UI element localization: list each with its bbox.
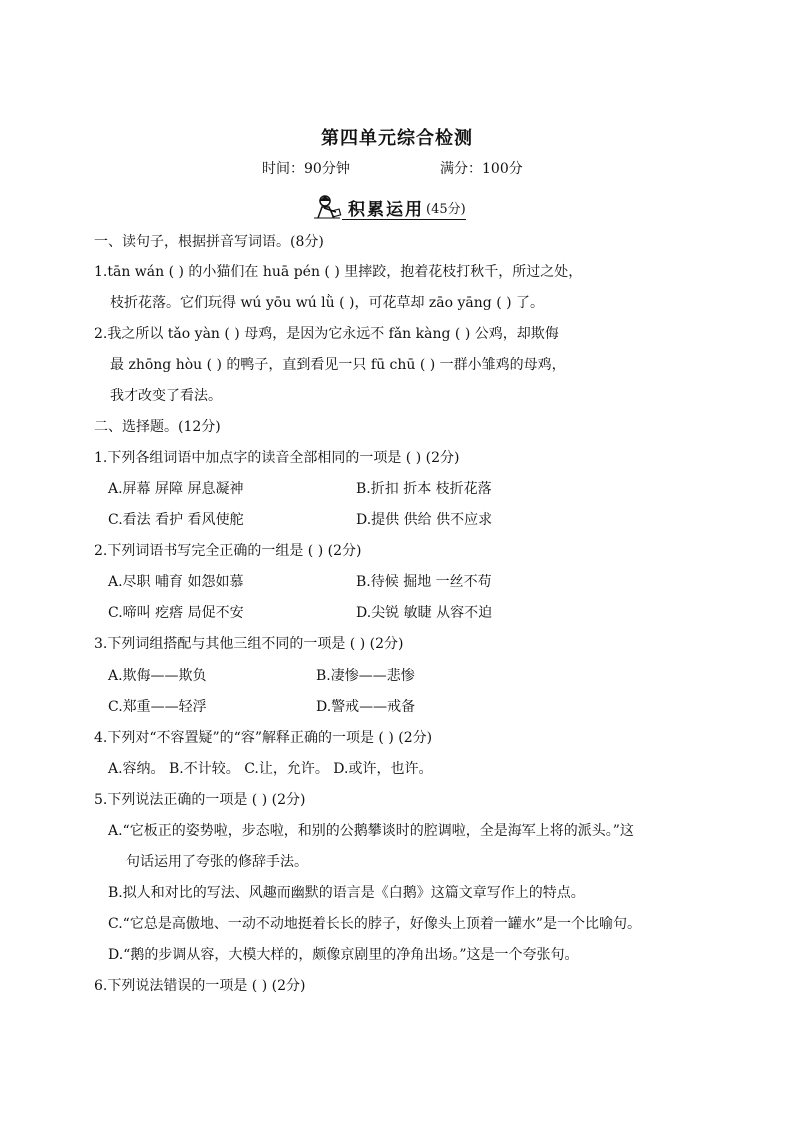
- q2-2-option-d: D.尖锐 敏睫 从容不迫: [356, 605, 493, 621]
- q2-5-option-a-cont: 句话运用了夸张的修辞手法。: [126, 854, 308, 870]
- q1-line4: 最 zhōng hòu ( ) 的鸭子，直到看见一只 fū chū ( ) 一群小雏鸡的母鸡，: [110, 357, 566, 373]
- q2-4-options: A.容纳。 B.不计较。 C.让，允许。 D.或许，也许。: [108, 761, 433, 777]
- q1-heading: 一、读句子，根据拼音写词语。(8分): [94, 234, 324, 250]
- q2-3-stem: 3.下列词组搭配与其他三组不同的一项是 ( ) (2分): [94, 636, 404, 652]
- q2-5-option-a: A.“它板正的姿势啦，步态啦，和别的公鹅攀谈时的腔调啦，全是海军上将的派头。”这: [108, 823, 634, 839]
- student-icon: [312, 194, 342, 220]
- q1-line5: 我才改变了看法。: [110, 388, 222, 404]
- q2-1-option-d: D.提供 供给 供不应求: [356, 512, 493, 528]
- section-label: 积累运用: [348, 199, 424, 220]
- q1-line3: 2.我之所以 tǎo yàn ( ) 母鸡，是因为它永远不 fǎn kàng ( ) 公鸡，却欺侮: [94, 326, 559, 342]
- q2-1-stem: 1.下列各组词语中加点字的读音全部相同的一项是 ( ) (2分): [94, 450, 460, 466]
- q2-2-option-c: C.啼叫 疙瘩 局促不安: [108, 605, 244, 621]
- q2-5-option-c: C.“它总是高傲地、一动不动地挺着长长的脖子，好像头上顶着一罐水”是一个比喻句。: [108, 916, 641, 932]
- q2-1-option-c: C.看法 看护 看风使舵: [108, 512, 244, 528]
- q2-2-option-b: B.待候 掘地 一丝不苟: [356, 574, 492, 590]
- page-title: 第四单元综合检测: [321, 128, 473, 149]
- q2-1-option-a: A.屏幕 屏障 屏息凝神: [108, 481, 244, 497]
- q2-3-option-a: A.欺侮——欺负: [108, 668, 207, 684]
- q2-5-option-d: D.“鹅的步调从容，大模大样的，颇像京剧里的净角出场。”这是一个夸张句。: [108, 947, 579, 963]
- section-banner: [312, 193, 466, 221]
- q1-line2: 枝折花落。它们玩得 wú yōu wú lǜ ( )，可花草却 zāo yāng ( ) 了。: [110, 295, 545, 311]
- q2-3-option-d: D.警戒——戒备: [316, 699, 416, 715]
- q2-5-stem: 5.下列说法正确的一项是 ( ) (2分): [94, 792, 306, 808]
- section-score: (45分): [426, 201, 466, 217]
- q2-1-option-b: B.折扣 折本 枝折花落: [356, 481, 492, 497]
- section-underline: [342, 219, 466, 220]
- q1-line1: 1.tān wán ( ) 的小猫们在 huā pén ( ) 里摔跤，抱着花枝打秋千，所过之处，: [94, 264, 583, 280]
- q2-6-stem: 6.下列说法错误的一项是 ( ) (2分): [94, 978, 306, 994]
- q2-heading: 二、选择题。(12分): [94, 419, 221, 435]
- q2-3-option-c: C.郑重——轻浮: [108, 699, 207, 715]
- q2-5-option-b: B.拟人和对比的写法、风趣而幽默的语言是《白鹅》这篇文章写作上的特点。: [108, 885, 585, 901]
- q2-2-option-a: A.尽职 哺育 如怨如慕: [108, 574, 244, 590]
- q2-2-stem: 2.下列词语书写完全正确的一组是 ( ) (2分): [94, 543, 362, 559]
- time-limit: 时间：90分钟: [262, 161, 350, 177]
- full-score: 满分：100分: [440, 161, 523, 177]
- q2-4-stem: 4.下列对“不容置疑”的“容”解释正确的一项是 ( ) (2分): [94, 730, 433, 746]
- q2-3-option-b: B.凄惨——悲惨: [316, 668, 415, 684]
